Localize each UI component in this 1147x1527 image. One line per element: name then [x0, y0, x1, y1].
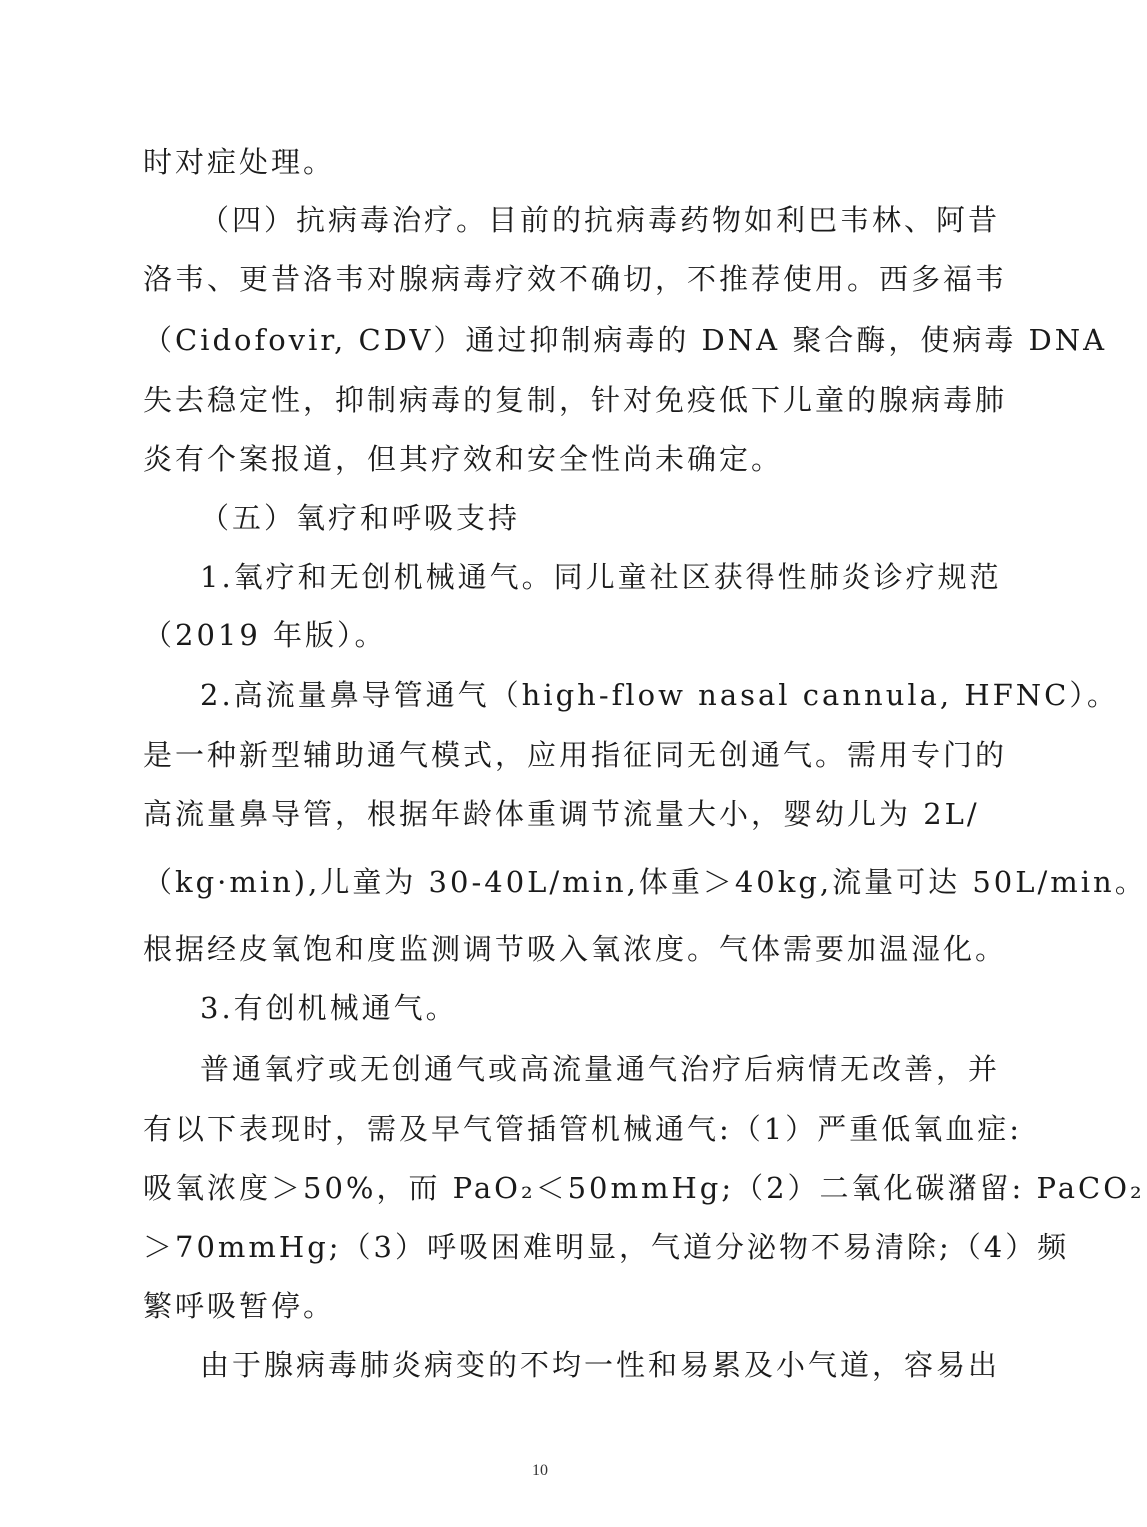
section-heading-antiviral: （四）抗病毒治疗。目前的抗病毒药物如利巴韦林、阿昔 [200, 203, 1001, 237]
text-line: 时对症处理。 [143, 145, 336, 179]
text-line: 炎有个案报道，但其疗效和安全性尚未确定。 [143, 442, 784, 476]
text-line: 繁呼吸暂停。 [143, 1289, 336, 1323]
section-heading-oxygen: （五）氧疗和呼吸支持 [200, 501, 521, 535]
text-line: （Cidofovir, CDV）通过抑制病毒的 DNA 聚合酶，使病毒 DNA [143, 323, 1108, 357]
text-line: 失去稳定性，抑制病毒的复制，针对免疫低下儿童的腺病毒肺 [143, 383, 1008, 417]
text-line: 洛韦、更昔洛韦对腺病毒疗效不确切，不推荐使用。西多福韦 [143, 262, 1008, 296]
text-line: （2019 年版）。 [143, 618, 387, 652]
text-line: ＞70mmHg;（3）呼吸困难明显，气道分泌物不易清除;（4）频 [143, 1230, 1070, 1264]
subsection-heading-2: 2.高流量鼻导管通气（high-flow nasal cannula, HFNC）。 [200, 678, 1119, 712]
text-line: （kg·min),儿童为 30-40L/min,体重＞40kg,流量可达 50L/min。 [143, 865, 1147, 899]
text-line: 由于腺病毒肺炎病变的不均一性和易累及小气道，容易出 [200, 1348, 1001, 1382]
text-line: 有以下表现时，需及早气管插管机械通气:（1）严重低氧血症: [143, 1112, 1022, 1146]
text-line: 普通氧疗或无创通气或高流量通气治疗后病情无改善，并 [200, 1052, 1001, 1086]
subsection-heading-1: 1.氧疗和无创机械通气。同儿童社区获得性肺炎诊疗规范 [200, 560, 1002, 594]
subsection-heading-3: 3.有创机械通气。 [200, 991, 458, 1025]
text-line: 吸氧浓度＞50%，而 PaO₂＜50mmHg;（2）二氧化碳潴留: PaCO₂ [143, 1171, 1145, 1205]
text-line: 是一种新型辅助通气模式，应用指征同无创通气。需用专门的 [143, 738, 1008, 772]
page-number: 10 [532, 1462, 548, 1479]
text-line: 高流量鼻导管，根据年龄体重调节流量大小，婴幼儿为 2L/ [143, 797, 980, 831]
text-line: 根据经皮氧饱和度监测调节吸入氧浓度。气体需要加温湿化。 [143, 932, 1008, 966]
